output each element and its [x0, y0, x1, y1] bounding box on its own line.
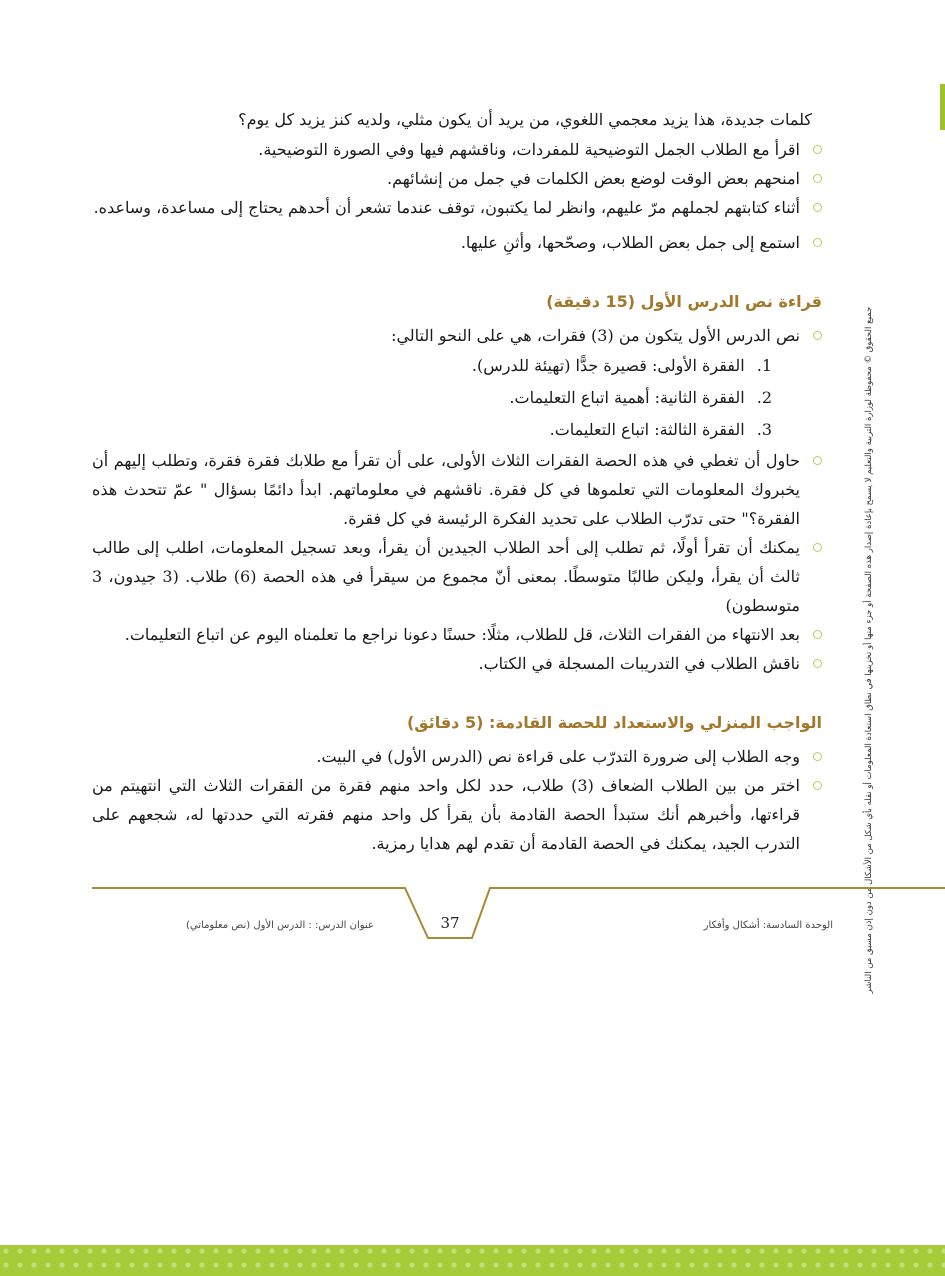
bullet-circle-icon	[813, 659, 822, 668]
intro-line: كلمات جديدة، هذا يزيد معجمي اللغوي، من يريد أن يكون مثلي، ولديه كنز يزيد كل يوم؟	[238, 110, 812, 129]
paragraphs-list	[92, 350, 822, 446]
list-item: أثناء كتابتهم لجملهم مرّ عليهم، وانظر لما يكتبون، توقف عندما تشعر أن أحدهم يحتاج إلى مساعدة، وساعده.	[92, 193, 822, 222]
list-item: اقرأ مع الطلاب الجمل التوضيحية للمفردات، وناقشهم فيها وفي الصورة التوضيحية.	[92, 135, 822, 164]
bullet-circle-icon	[813, 145, 822, 154]
paragraph-item: 3.الفقرة الثالثة: اتباع التعليمات.	[549, 420, 772, 439]
page-footer	[0, 884, 945, 1276]
list-item: نص الدرس الأول يتكون من (3) فقرات، هي على النحو التالي:	[92, 321, 822, 350]
copyright-text: جميع الحقوق © محفوظة لوزارة التربية والتعليم لا يسمح بإعادة إصدار هذه الصفحة أو جزء منها أو تخزينها في نطاق استعادة المعلومات أو نقله بأي شكل من الأشكال من دون إذن مسبق من الناشر	[864, 306, 874, 994]
bullet-circle-icon	[813, 238, 822, 247]
bullet-circle-icon	[813, 630, 822, 639]
band-pattern	[0, 1245, 945, 1276]
list-item: اختر من بين الطلاب الضعاف (3) طلاب، حدد لكل واحد منهم فقرة من الفقرات الثلاث التي انتهيتم من قراءتها، وأخبرهم أنك ستبدأ الحصة القادمة بأن يقرأ كل واحد منهم فقرته التي حددتها له، شجعهم على التدرب الجيد، يمكنك في الحصة القادمة أن تقدم لهم هدايا رمزية.	[92, 771, 822, 858]
bullet-circle-icon	[813, 543, 822, 552]
footer-lesson-title: عنوان الدرس: : الدرس الأول (نص معلوماتي)	[186, 920, 374, 931]
reading-intro-list	[92, 321, 822, 350]
top-accent-bar	[940, 84, 945, 130]
paragraph-item: 1.الفقرة الأولى: قصيرة جدًّا (تهيئة للدرس).	[471, 356, 772, 375]
list-item: يمكنك أن تقرأ أولًا، ثم تطلب إلى أحد الطلاب الجيدين أن يقرأ، وبعد تسجيل المعلومات، اطلب إلى طالب ثالث أن يقرأ، وليكن طالبًا متوسطًا. بمعنى أنّ مجموع من سيقرأ في هذه الحصة (6) طلاب. (3 جيدون، 3 متوسطون)	[92, 533, 822, 620]
bullet-circle-icon	[813, 752, 822, 761]
heading-homework: الواجب المنزلي والاستعداد للحصة القادمة: (5 دقائق)	[406, 713, 822, 732]
bullet-circle-icon	[813, 456, 822, 465]
list-item: ناقش الطلاب في التدريبات المسجلة في الكتاب.	[92, 649, 822, 678]
list-item: استمع إلى جمل بعض الطلاب، وصحّحها، وأثنِ عليها.	[92, 228, 822, 257]
heading-reading: قراءة نص الدرس الأول (15 دقيقة)	[546, 292, 822, 311]
bullet-circle-icon	[813, 331, 822, 340]
bullet-circle-icon	[813, 781, 822, 790]
reading-list	[92, 446, 822, 678]
bullet-circle-icon	[813, 174, 822, 183]
page-number: 37	[440, 914, 460, 932]
footer-unit: الوحدة السادسة: أشكال وأفكار	[703, 920, 833, 931]
bullet-circle-icon	[813, 203, 822, 212]
list-item: حاول أن تغطي في هذه الحصة الفقرات الثلاث الأولى، على أن تقرأ مع طلابك فقرة فقرة، وتطلب إليهم أن يخبروك المعلومات التي تعلموها في كل فقرة. ناقشهم في معلوماتهم. ابدأ دائمًا بسؤال " عمّ تتحدث هذه الفقرة؟" حتى تدرّب الطلاب على تحديد الفكرة الرئيسة في كل فقرة.	[92, 446, 822, 533]
list-item: بعد الانتهاء من الفقرات الثلاث، قل للطلاب، مثلًا: حسنًا دعونا نراجع ما تعلمناه اليوم عن اتباع التعليمات.	[92, 620, 822, 649]
homework-list	[92, 742, 822, 858]
section1-list	[92, 135, 822, 257]
list-item: وجه الطلاب إلى ضرورة التدرّب على قراءة نص (الدرس الأول) في البيت.	[92, 742, 822, 771]
bottom-decorative-band	[0, 1245, 945, 1276]
page-content	[92, 104, 822, 858]
paragraph-item: 2.الفقرة الثانية: أهمية اتباع التعليمات.	[509, 388, 772, 407]
list-item: امنحهم بعض الوقت لوضع بعض الكلمات في جمل من إنشائهم.	[92, 164, 822, 193]
